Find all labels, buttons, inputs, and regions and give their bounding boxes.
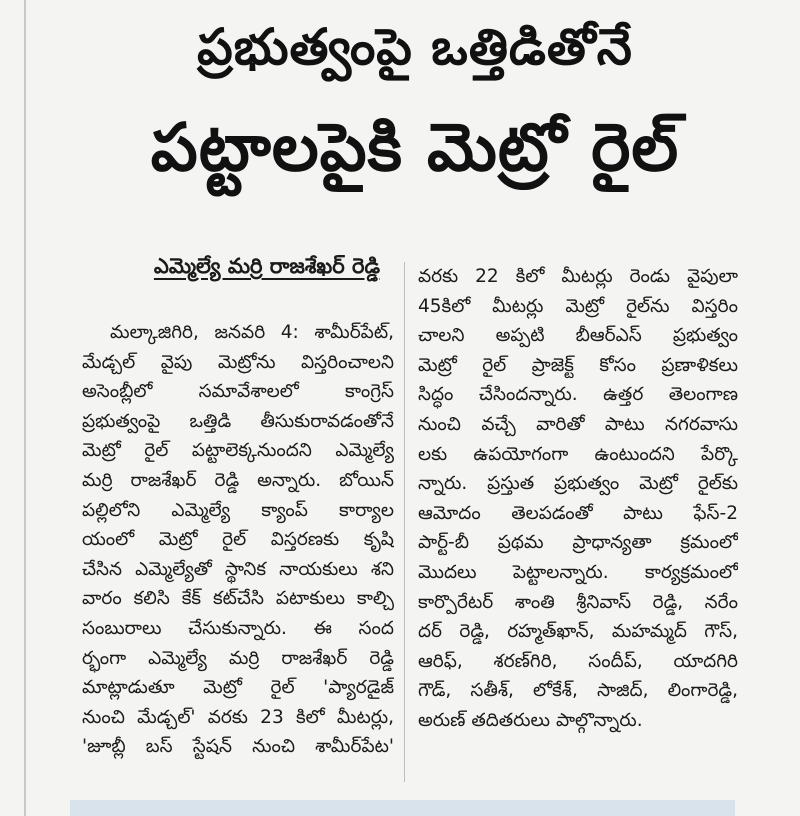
article-line: ఆరిఫ్, శరణ్‌గిరి, సందీప్, యాదగిరి xyxy=(418,650,738,672)
article-line: పల్లిలోని ఎమ్మెల్యే క్యాంప్ కార్యాల xyxy=(82,499,394,521)
article-line: యంలో మెట్రో రైల్ విస్తరణకు కృషి xyxy=(82,529,394,551)
article-line: చేసిన ఎమ్మెల్యేతో స్థానిక నాయకులు శని xyxy=(82,558,394,580)
article-line: మేడ్చల్ వైపు మెట్రోను విస్తరించాలని xyxy=(82,351,394,373)
bottom-shade-strip xyxy=(70,800,735,816)
article-line: వరకు 22 కిలో మీటర్లు రెండు వైపులా xyxy=(418,266,738,287)
byline: ఎమ్మెల్యే మర్రి రాజశేఖర్ రెడ్డి xyxy=(153,254,380,278)
article-line: మల్కాజిగిరి, జనవరి 4: శామీర్‌పేట్, xyxy=(110,322,394,343)
article-line: ప్రభుత్వంపై ఒత్తిడి తీసుకురావడంతోనే xyxy=(82,410,394,432)
article-column-right xyxy=(418,262,738,736)
article-column-left xyxy=(82,318,394,762)
article-line: లకు ఉపయోగంగా ఉంటుందని పేర్కొ xyxy=(418,443,738,465)
article-line: నుంచి వచ్చే వారితో పాటు నగరవాసు xyxy=(418,413,738,435)
article-line: న్నారు. ప్రస్తుత ప్రభుత్వం మెట్రో రైల్‌కు xyxy=(418,473,738,495)
article-line: మెట్రో రైల్ పట్టాలెక్కనుందని ఎమ్మెల్యే xyxy=(82,440,394,462)
article-line: ర్భంగా ఎమ్మెల్యే మర్రి రాజశేఖర్ రెడ్డి xyxy=(82,647,394,669)
article-line: పార్ట్-బీ ప్రథమ ప్రాధాన్యతా క్రమంలో xyxy=(418,532,738,554)
left-rule-divider xyxy=(24,0,26,816)
article-line: సిద్ధం చేసిందన్నారు. ఉత్తర తెలంగాణ xyxy=(418,384,738,406)
article-line: చాలని అప్పటి బీఆర్ఎస్ ప్రభుత్వం xyxy=(418,325,738,347)
article-line: మర్రి రాజశేఖర్ రెడ్డి అన్నారు. బోయిన్ xyxy=(82,469,394,491)
article-line: గౌడ్, సతీశ్, లోకేశ్, సాజిద్, లింగారెడ్డి, xyxy=(418,680,738,702)
article-line: కార్పొరేటర్ శాంతి శ్రీనివాస్ రెడ్డి, నరేం xyxy=(418,591,738,613)
article-line: మాట్లాడుతూ మెట్రో రైల్ 'ప్యారడైజ్ xyxy=(82,677,394,699)
article-line: వారం కలిసి కేక్ కట్‌చేసి పటాకులు కాల్చి xyxy=(82,588,394,610)
article-line: 'జూబ్లీ బస్ స్టేషన్ నుంచి శామీర్‌పేట' xyxy=(82,736,394,758)
article-line: నుంచి మేడ్చల్' వరకు 23 కిలో మీటర్లు, xyxy=(82,706,394,728)
byline-container xyxy=(90,250,380,298)
article-line: దర్ రెడ్డి, రహ్మత్‌ఖాన్, మహమ్మద్ గౌస్, xyxy=(418,621,738,643)
article-line: మొదలు పెట్టాలన్నారు. కార్యక్రమంలో xyxy=(418,561,738,583)
article-line: అరుణ్ తదితరులు పాల్గొన్నారు. xyxy=(418,709,643,731)
article-line: సంబురాలు చేసుకున్నారు. ఈ సంద xyxy=(82,617,394,639)
headline-line-2: పట్టాలపైకి మెట్రో రైల్ xyxy=(150,109,680,186)
article-line: మెట్రో రైల్ ప్రాజెక్ట్ కోసం ప్రణాళికలు xyxy=(418,354,738,376)
headline-line-1: ప్రభుత్వంపై ఒత్తిడితోనే xyxy=(197,18,633,76)
article-line: అసెంబ్లీలో సమావేశాలలో కాంగ్రెస్ xyxy=(82,381,394,403)
article-line: 45కిలో మీటర్లు మెట్రో రైల్‌ను విస్తరిం xyxy=(418,295,738,317)
article-line: ఆమోదం తెలపడంతో పాటు ఫేస్-2 xyxy=(418,502,738,524)
column-divider xyxy=(404,262,405,782)
